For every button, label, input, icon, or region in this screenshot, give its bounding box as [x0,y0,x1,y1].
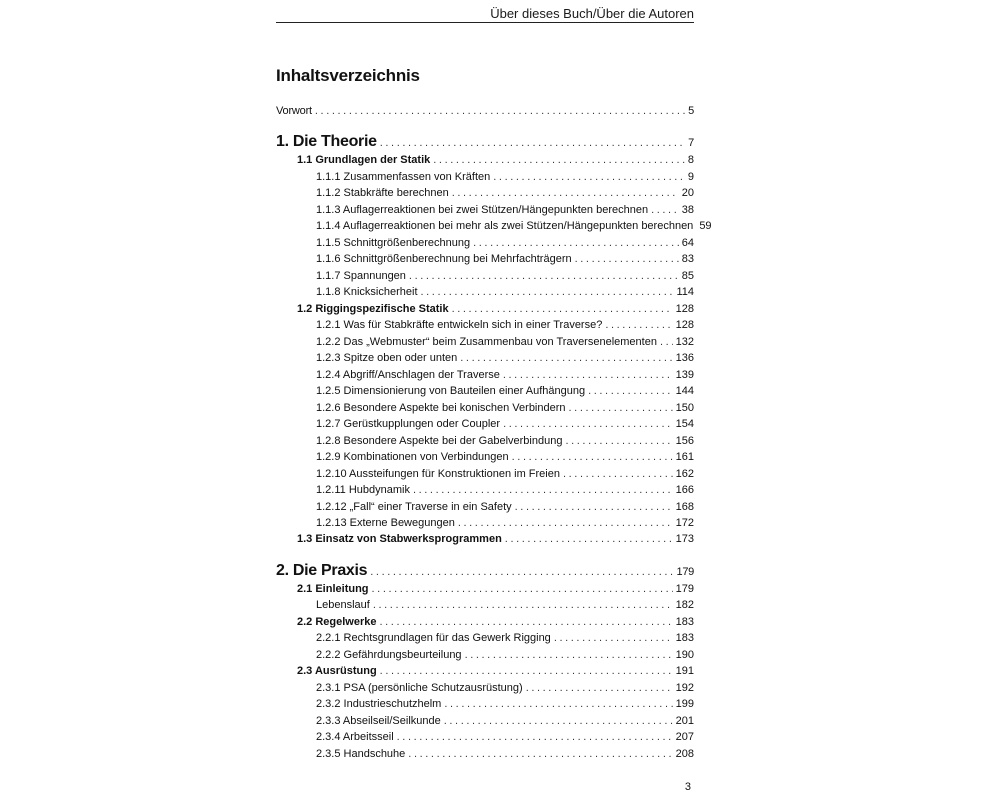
toc-entry-row [276,433,694,449]
toc-entry-title: 1.2.2 Das „Webmuster“ beim Zusammenbau von Traversenelementen [316,336,657,348]
toc-entry-page: 179 [676,566,694,578]
toc-entry-title: 2.3.1 PSA (persönliche Schutzausrüstung) [316,682,523,694]
toc-leader-dots [380,132,685,154]
toc-entry-title: 2. Die Praxis [276,562,368,579]
toc-entry-row [276,416,694,432]
toc-leader-dots [588,383,673,399]
toc-entry-title: 1.2.4 Abgriff/Anschlagen der Traverse [316,369,500,381]
toc-entry-page: 207 [675,731,694,743]
toc-entry-row [276,103,694,119]
toc-leader-dots [512,449,673,465]
toc-chapter-row [276,560,694,582]
toc-entry-title: 1.1.5 Schnittgrößenberechnung [316,237,471,249]
toc-entry-row [276,268,694,284]
toc-entry-title: 2.3.2 Industrieschutzhelm [316,698,442,710]
toc-entry-title: 1.2.7 Gerüstkupplungen oder Coupler [316,418,501,430]
toc-entry-page: 191 [675,665,694,677]
toc-entry-title: 1.1.8 Knicksicherheit [316,286,418,298]
toc-entry-row [276,466,694,482]
toc-leader-dots [408,746,672,762]
toc-leader-dots [503,416,673,432]
toc-entry-page: 128 [675,319,694,331]
toc-entry-page: 183 [675,616,694,628]
toc-leader-dots [660,334,673,350]
toc-leader-dots [397,729,673,745]
toc-leader-dots [433,152,685,168]
toc-leader-dots [380,614,673,630]
book-page [276,0,712,800]
toc-entry-row [276,185,694,201]
toc-entry-row [276,202,694,218]
toc-entry-title: 1.2.5 Dimensionierung von Bauteilen einer Aufhängung [316,385,586,397]
toc-entry-title: 1.1.4 Auflagerreaktionen bei mehr als zwei Stützen/Hängepunkten berechnen [316,220,694,232]
toc-entry-row [276,680,694,696]
toc-entry-page: 64 [681,237,694,249]
toc-entry-page: 179 [675,583,694,595]
toc-chapter-row [276,131,694,153]
toc-title: Inhaltsverzeichnis [276,66,420,85]
toc-entry-row [276,449,694,465]
toc-leader-dots [460,350,672,366]
toc-entry-page: 5 [688,105,694,117]
toc-entry-row [276,284,694,300]
toc-entry-page: 183 [675,632,694,644]
toc-entry-title: 2.2.2 Gefährdungsbeurteilung [316,649,462,661]
toc-leader-dots [373,597,673,613]
toc-leader-dots [473,235,679,251]
toc-entry-title: 2.3 Ausrüstung [297,665,377,677]
toc-section-row [276,531,694,547]
toc-entry-title: 2.2 Regelwerke [297,616,377,628]
toc-entry-row [276,597,694,613]
toc-entry-title: 2.1 Einleitung [297,583,369,595]
toc-entry-title: 1.1.2 Stabkräfte berechnen [316,187,449,199]
toc-section-row [276,581,694,597]
toc-entry-page: 192 [675,682,694,694]
toc-entry-page: 166 [675,484,694,496]
toc-entry-title: 1.1.6 Schnittgrößenberechnung bei Mehrfachträgern [316,253,572,265]
toc-entry-title: 2.3.5 Handschuhe [316,748,406,760]
toc-entry-page: 38 [681,204,694,216]
toc-entry-title: 1. Die Theorie [276,133,377,150]
toc-entry-title: 1.2.8 Besondere Aspekte bei der Gabelverbindung [316,435,563,447]
toc-entry-title: 1.2.10 Aussteifungen für Konstruktionen im Freien [316,468,560,480]
toc-leader-dots [493,169,685,185]
toc-leader-dots [452,301,673,317]
toc-entry-row [276,696,694,712]
toc-leader-dots [452,185,679,201]
toc-entry-page: 172 [675,517,694,529]
toc-leader-dots [526,680,673,696]
toc-entry-title: 1.3 Einsatz von Stabwerksprogrammen [297,533,502,545]
toc-leader-dots [563,466,673,482]
toc-entry-page: 161 [675,451,694,463]
toc-leader-dots [444,696,672,712]
toc-entry-page: 85 [681,270,694,282]
toc-section-row [276,614,694,630]
toc-entry-title: Lebenslauf [316,599,370,611]
toc-entry-title: 1.1.7 Spannungen [316,270,406,282]
toc-entry-title: 2.2.1 Rechtsgrundlagen für das Gewerk Rigging [316,632,551,644]
toc-entry-page: 154 [675,418,694,430]
toc-entry-row [276,218,712,234]
toc-entry-page: 83 [681,253,694,265]
toc-entry-row [276,499,694,515]
toc-leader-dots [421,284,674,300]
toc-entry-page: 168 [675,501,694,513]
toc-leader-dots [569,400,673,416]
toc-entry-title: Vorwort [276,105,312,117]
toc-entry-page: 208 [675,748,694,760]
toc-entry-row [276,647,694,663]
toc-entry-title: 1.2 Riggingspezifische Statik [297,303,449,315]
toc-leader-dots [370,561,673,583]
toc-entry-row [276,515,694,531]
toc-entry-page: 59 [699,220,712,232]
toc-entry-page: 8 [687,154,694,166]
running-head: Über dieses Buch/Über die Autoren [490,6,694,21]
toc-entry-title: 1.2.13 Externe Bewegungen [316,517,455,529]
toc-leader-dots [413,482,673,498]
toc-entry-row [276,383,694,399]
toc-leader-dots [372,581,673,597]
toc-entry-row [276,630,694,646]
toc-entry-row [276,169,694,185]
toc-entry-title: 1.2.3 Spitze oben oder unten [316,352,458,364]
toc-entry-page: 173 [675,533,694,545]
toc-entry-title: 1.1.3 Auflagerreaktionen bei zwei Stützen/Hängepunkten berechnen [316,204,649,216]
toc-leader-dots [651,202,679,218]
toc-entry-row [276,350,694,366]
toc-entry-page: 201 [675,715,694,727]
toc-leader-dots [409,268,679,284]
toc-entry-row [276,482,694,498]
toc-leader-dots [380,663,673,679]
toc-leader-dots [465,647,673,663]
toc-leader-dots [458,515,673,531]
toc-entry-page: 162 [675,468,694,480]
toc-entry-page: 156 [675,435,694,447]
toc-leader-dots [503,367,673,383]
toc-section-row [276,663,694,679]
toc-entry-row [276,367,694,383]
toc-entry-page: 20 [681,187,694,199]
toc-entry-row [276,746,694,762]
toc-entry-row [276,334,694,350]
toc-entry-page: 9 [687,171,694,183]
toc-entry-title: 1.2.1 Was für Stabkräfte entwickeln sich in einer Traverse? [316,319,603,331]
toc-entry-row [276,317,694,333]
toc-entry-row [276,713,694,729]
toc-entry-title: 1.1.1 Zusammenfassen von Kräften [316,171,491,183]
toc-entry-page: 132 [675,336,694,348]
toc-entry-title: 1.2.12 „Fall“ einer Traverse in ein Safety [316,501,512,513]
toc-entry-page: 139 [675,369,694,381]
toc-leader-dots [554,630,673,646]
toc-entry-title: 2.3.4 Arbeitsseil [316,731,394,743]
toc-entry-page: 182 [675,599,694,611]
toc-leader-dots [505,531,673,547]
toc-entry-page: 199 [675,698,694,710]
toc-entry-row [276,251,694,267]
toc-entry-row [276,235,694,251]
toc-entry-page: 150 [675,402,694,414]
toc-entry-title: 1.2.11 Hubdynamik [316,484,410,496]
toc-entry-page: 128 [675,303,694,315]
toc-entry-page: 136 [675,352,694,364]
toc-entry-page: 144 [675,385,694,397]
toc-entry-title: 2.3.3 Abseilseil/Seilkunde [316,715,441,727]
toc-entry-page: 114 [676,286,694,298]
toc-entry-title: 1.1 Grundlagen der Statik [297,154,431,166]
toc-leader-dots [575,251,679,267]
page-number: 3 [684,781,691,793]
toc-leader-dots [444,713,673,729]
toc-entry-title: 1.2.6 Besondere Aspekte bei konischen Verbindern [316,402,566,414]
toc-entry-page: 7 [688,137,694,149]
toc-section-row [276,152,694,168]
toc-leader-dots [315,103,685,119]
header-rule [276,22,694,23]
toc-entry-row [276,400,694,416]
toc-leader-dots [605,317,672,333]
toc-entry-page: 190 [675,649,694,661]
toc-leader-dots [515,499,673,515]
toc-leader-dots [565,433,672,449]
toc-section-row [276,301,694,317]
toc-entry-title: 1.2.9 Kombinationen von Verbindungen [316,451,509,463]
toc-entry-row [276,729,694,745]
